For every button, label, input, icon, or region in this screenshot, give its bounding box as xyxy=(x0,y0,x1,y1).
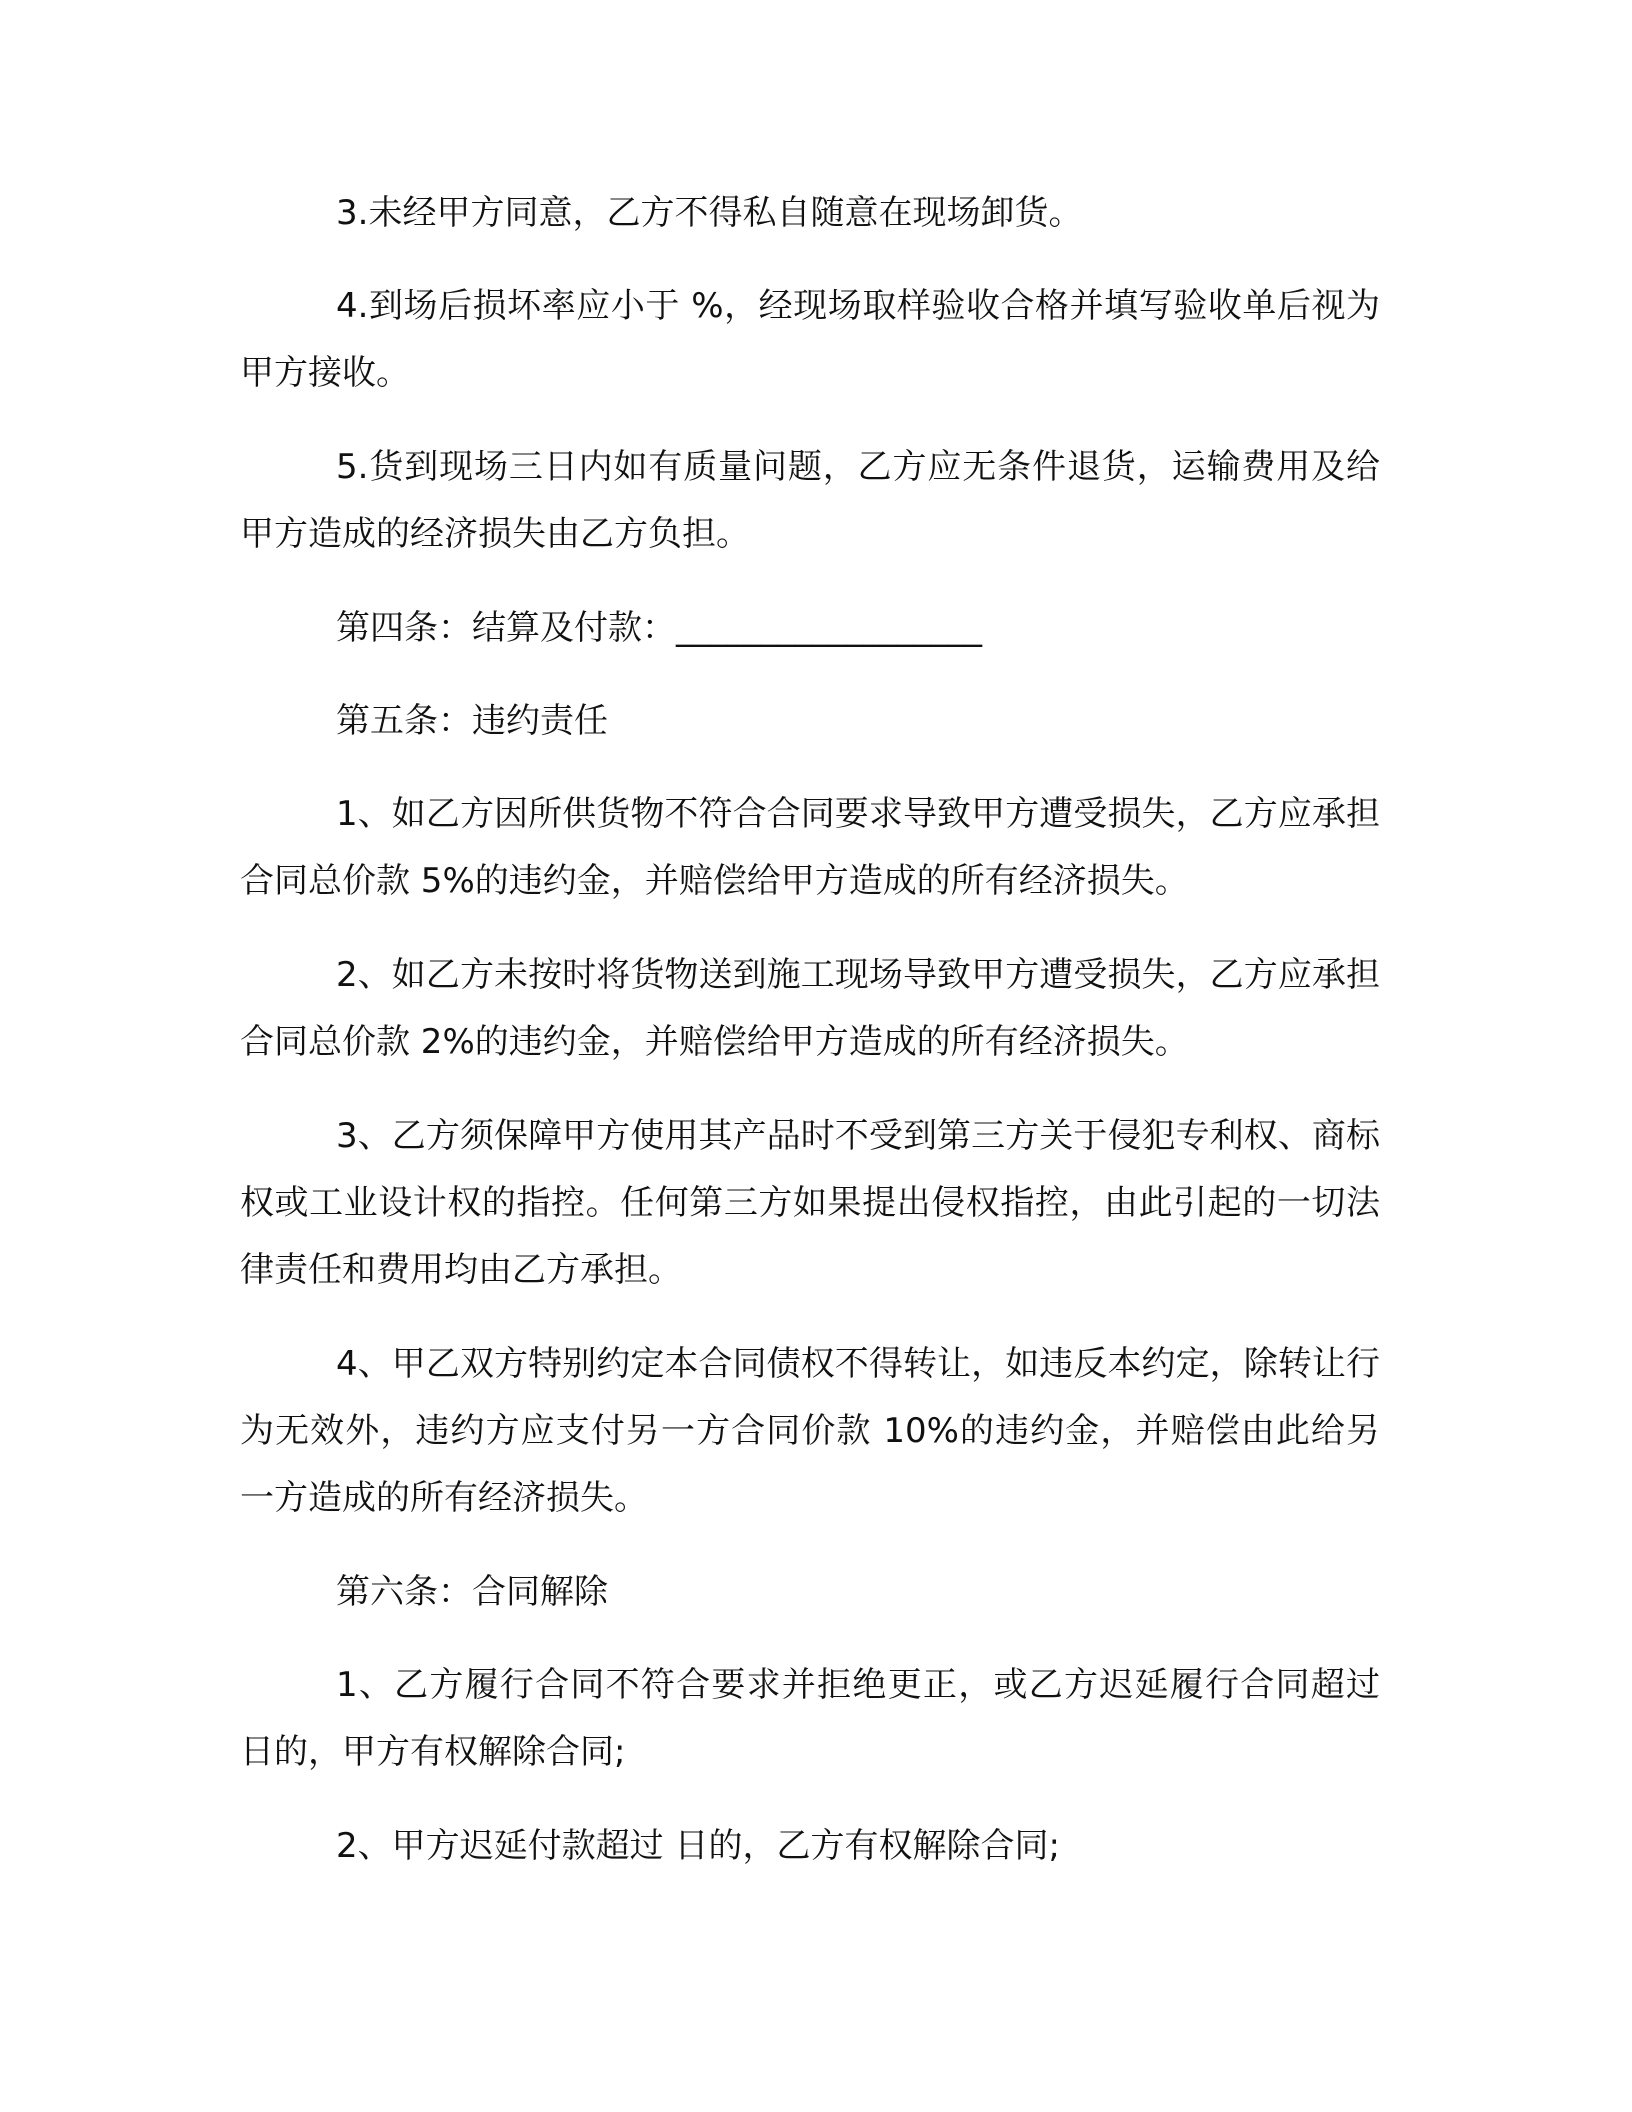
clause-5-3: 3、乙方须保障甲方使用其产品时不受到第三方关于侵犯专利权、商标权或工业设计权的指控。任何第三方如果提出侵权指控，由此引起的一切法律责任和费用均由乙方承担。 xyxy=(240,1116,1380,1290)
clause-6-1: 1、乙方履行合同不符合要求并拒绝更正，或乙方迟延履行合同超过 日的，甲方有权解除合同; xyxy=(240,1665,1380,1772)
clause-5-4: 4、甲乙双方特别约定本合同债权不得转让，如违反本约定，除转让行为无效外，违约方应支付另一方合同价款 10%的违约金，并赔偿由此给另一方造成的所有经济损失。 xyxy=(240,1344,1380,1518)
document-body xyxy=(240,180,1380,1906)
clause-5-1: 1、如乙方因所供货物不符合合同要求导致甲方遭受损失，乙方应承担合同总价款 5%的违约金，并赔偿给甲方造成的所有经济损失。 xyxy=(240,794,1380,901)
article-6-heading: 第六条：合同解除 xyxy=(336,1572,608,1612)
clause-3-5: 5.货到现场三日内如有质量问题，乙方应无条件退货，运输费用及给甲方造成的经济损失由乙方负担。 xyxy=(240,447,1380,554)
clause-3-3: 3.未经甲方同意，乙方不得私自随意在现场卸货。 xyxy=(336,193,1083,233)
article-4-heading: 第四条：结算及付款：__________________ xyxy=(336,608,982,648)
clause-6-2: 2、甲方迟延付款超过 日的，乙方有权解除合同; xyxy=(336,1826,1060,1866)
clause-5-2: 2、如乙方未按时将货物送到施工现场导致甲方遭受损失，乙方应承担合同总价款 2%的违约金，并赔偿给甲方造成的所有经济损失。 xyxy=(240,955,1380,1062)
article-5-heading: 第五条：违约责任 xyxy=(336,701,608,741)
clause-3-4: 4.到场后损坏率应小于 %，经现场取样验收合格并填写验收单后视为甲方接收。 xyxy=(240,286,1380,393)
